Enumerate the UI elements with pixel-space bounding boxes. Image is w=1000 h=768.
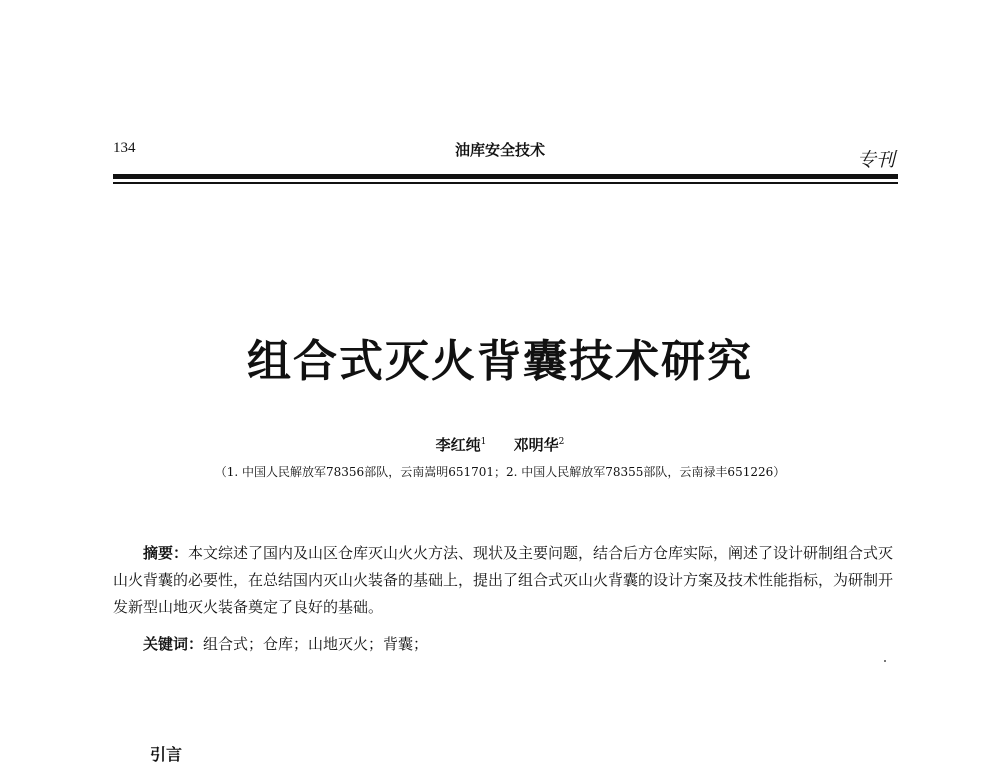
affiliation-marker: 2: [558, 437, 565, 447]
author-1: [436, 436, 487, 454]
affiliation-marker: 1: [480, 437, 487, 447]
header-rule-thin: [113, 182, 898, 184]
scan-speck: [884, 660, 886, 662]
abstract-text: 本文综述了国内及山区仓库灭山火火方法、现状及主要问题，结合后方仓库实际，阐述了设计研制组合式灭山火背囊的必要性，在总结国内灭山火装备的基础上，提出了组合式灭山火背囊的设计方案及技术性能指标，为研制开发新型山地灭火装备奠定了良好的基础。: [113, 544, 894, 616]
author-name: 邓明华: [513, 436, 559, 454]
author-name: 李红纯: [435, 436, 481, 454]
article-title: 组合式灭火背囊技术研究: [247, 336, 753, 387]
issue-label: 专刊: [856, 149, 895, 171]
affiliations: （1. 中国人民解放军78356部队，云南嵩明651701；2. 中国人民解放军78355部队，云南禄丰651226）: [214, 465, 786, 479]
page-number: 134: [113, 140, 136, 156]
abstract-label: 摘要：: [143, 544, 189, 562]
keywords-label: 关键词：: [143, 635, 204, 653]
keywords: [143, 633, 428, 654]
keywords-text: 组合式；仓库；山地灭火；背囊；: [203, 635, 429, 653]
author-2: [514, 436, 565, 454]
abstract: [113, 540, 898, 621]
journal-name: 油库安全技术: [454, 141, 545, 159]
header-rule-thick: [113, 174, 898, 179]
author-list: [0, 434, 1000, 455]
cutoff-heading: 引言: [150, 745, 183, 764]
